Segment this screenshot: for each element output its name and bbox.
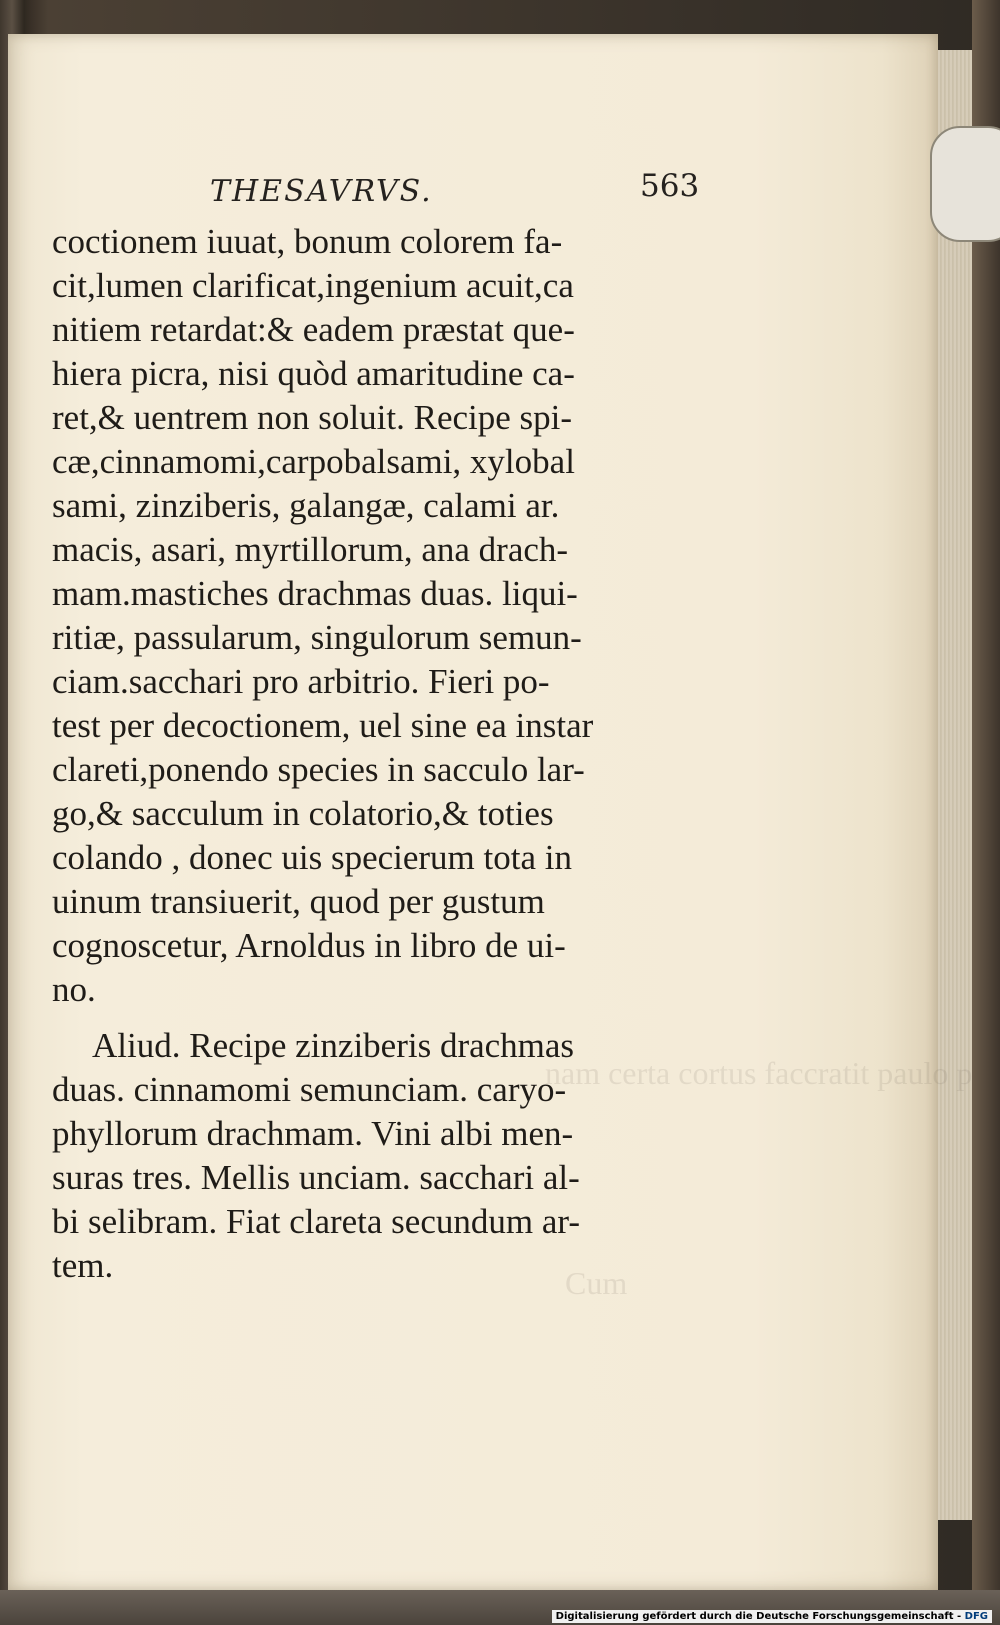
text-line: colando , donec uis specierum tota in bbox=[52, 838, 572, 877]
main-text bbox=[52, 220, 702, 1300]
dfg-logo: DFG bbox=[964, 1611, 988, 1622]
text-line: bi selibram. Fiat clareta secundum ar- bbox=[52, 1202, 580, 1241]
binding-edge bbox=[972, 0, 1000, 1625]
text-line: duas. cinnamomi semunciam. caryo- bbox=[52, 1070, 567, 1109]
text-line: coctionem iuuat, bonum colorem fa- bbox=[52, 222, 563, 261]
text-line: clareti,ponendo species in sacculo lar- bbox=[52, 750, 585, 789]
credit-text: Digitalisierung gefördert durch die Deutsche Forschungsgemeinschaft - bbox=[555, 1611, 965, 1622]
text-line: no. bbox=[52, 970, 96, 1009]
text-line: cæ,cinnamomi,carpobalsami, xylobal bbox=[52, 442, 575, 481]
show-through-text: nam certa cortus faccratit paulo p bbox=[545, 1055, 973, 1091]
text-line: Aliud. Recipe zinziberis drachmas bbox=[92, 1026, 575, 1065]
show-through-text: Cum bbox=[565, 1265, 628, 1301]
text-line: ret,& uentrem non soluit. Recipe spi- bbox=[52, 398, 573, 437]
text-line: suras tres. Mellis unciam. sacchari al- bbox=[52, 1158, 580, 1197]
text-line: uinum transiuerit, quod per gustum bbox=[52, 882, 545, 921]
running-head: THESAVRVS. bbox=[210, 174, 433, 209]
text-line: sami, zinziberis, galangæ, calami ar. bbox=[52, 486, 560, 525]
text-line: hiera picra, nisi quòd amaritudine ca- bbox=[52, 354, 575, 393]
digitization-credit bbox=[552, 1610, 992, 1623]
text-line: go,& sacculum in colatorio,& toties bbox=[52, 794, 554, 833]
text-line: test per decoctionem, uel sine ea instar bbox=[52, 706, 594, 745]
text-line: macis, asari, myrtillorum, ana drach- bbox=[52, 530, 569, 569]
text-line: tem. bbox=[52, 1246, 114, 1285]
text-line: nitiem retardat:& eadem præstat que- bbox=[52, 310, 575, 349]
text-line: cognoscetur, Arnoldus in libro de ui- bbox=[52, 926, 566, 965]
text-line: ritiæ, passularum, singulorum semun- bbox=[52, 618, 582, 657]
text-line: ciam.sacchari pro arbitrio. Fieri po- bbox=[52, 662, 550, 701]
page-number: 563 bbox=[640, 168, 700, 204]
text-line: cit,lumen clarificat,ingenium acuit,ca bbox=[52, 266, 574, 305]
page-tab bbox=[930, 126, 1000, 242]
text-line: mam.mastiches drachmas duas. liqui- bbox=[52, 574, 578, 613]
text-line: phyllorum drachmam. Vini albi men- bbox=[52, 1114, 574, 1153]
